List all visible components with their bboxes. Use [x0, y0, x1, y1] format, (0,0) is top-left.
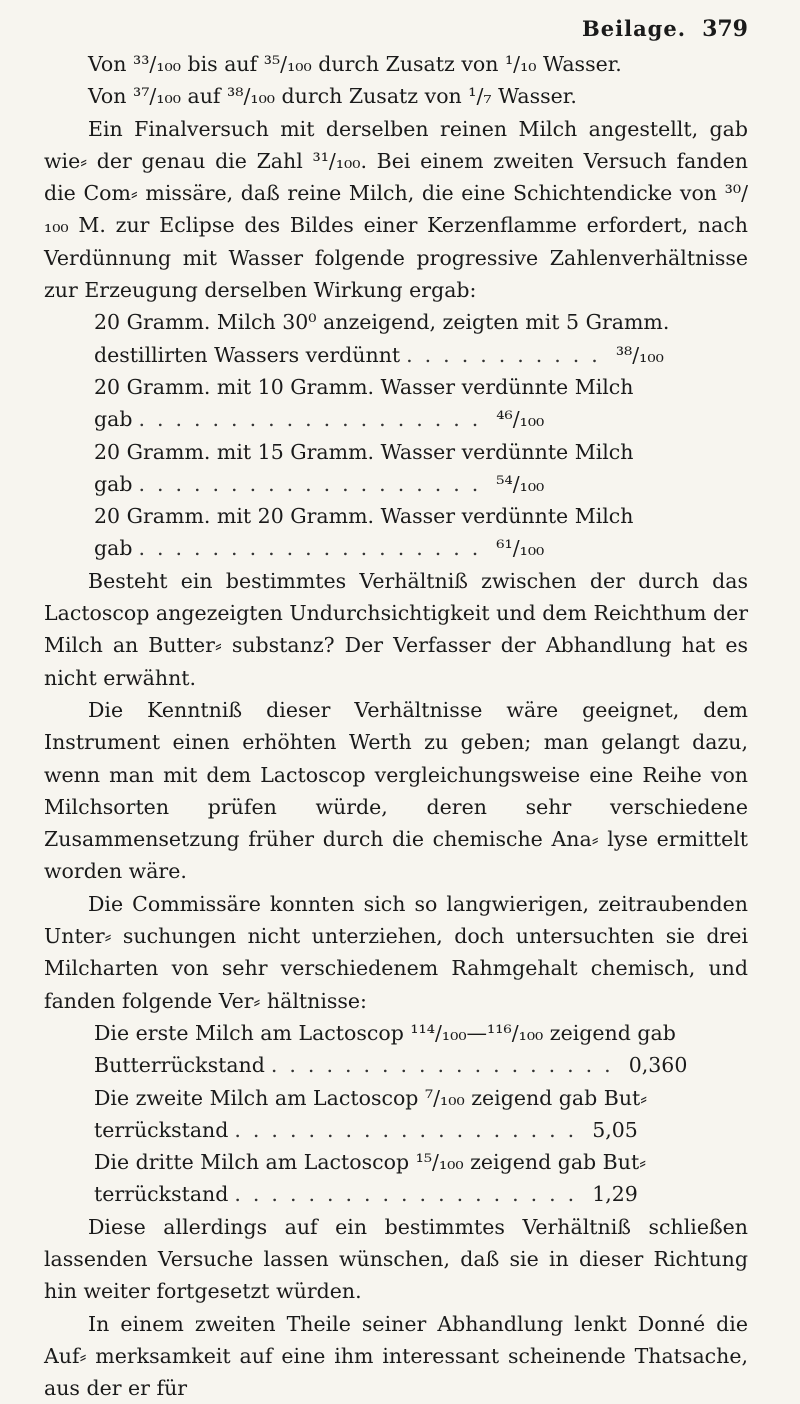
row-value: ³⁸/₁₀₀	[615, 342, 664, 367]
row-text: Die erste Milch am Lactoscop ¹¹⁴/₁₀₀—¹¹⁶/₁₀₀ zeigend gab	[94, 1020, 676, 1045]
row-text: 20 Gramm. mit 10 Gramm. Wasser verdünnte Milch	[94, 374, 634, 399]
row-text: Die zweite Milch am Lactoscop ⁷/₁₀₀ zeigend gab But⸗	[94, 1085, 648, 1110]
row-value: 1,29	[592, 1182, 638, 1207]
row-label: gab	[94, 471, 133, 496]
row-text: Die dritte Milch am Lactoscop ¹⁵/₁₀₀ zeigend gab But⸗	[94, 1150, 647, 1175]
table-row: 20 Gramm. Milch 30⁰ anzeigend, zeigten mit 5 Gramm. destillirten Wassers verdünnt ........... ³⁸/₁₀₀	[44, 306, 748, 371]
row-text: 20 Gramm. Milch 30⁰ anzeigend, zeigten mit 5 Gramm.	[94, 310, 670, 335]
results-table	[44, 1017, 748, 1211]
running-head	[44, 16, 748, 48]
row-value: ⁶¹/₁₀₀	[496, 536, 545, 561]
body-text	[44, 48, 748, 1404]
running-title: Beilage.	[582, 16, 687, 41]
row-label: destillirten Wassers verdünnt	[94, 342, 401, 367]
intro-line: Von ³³/₁₀₀ bis auf ³⁵/₁₀₀ durch Zusatz von ¹/₁₀ Wasser.	[88, 52, 622, 76]
row-label: terrückstand	[94, 1182, 229, 1207]
table-row: 20 Gramm. mit 10 Gramm. Wasser verdünnte Milch gab ................... ⁴⁶/₁₀₀	[44, 371, 748, 436]
table-row: 20 Gramm. mit 15 Gramm. Wasser verdünnte Milch gab ................... ⁵⁴/₁₀₀	[44, 436, 748, 501]
row-value: 5,05	[592, 1117, 638, 1142]
paragraph: In einem zweiten Theile seiner Abhandlung lenkt Donné die Auf⸗ merksamkeit auf eine ihm interessant scheinende Thatsache, aus der er für	[44, 1311, 748, 1401]
row-label: gab	[94, 536, 133, 561]
row-text: 20 Gramm. mit 15 Gramm. Wasser verdünnte Milch	[94, 439, 634, 464]
table-row: Die zweite Milch am Lactoscop ⁷/₁₀₀ zeigend gab But⸗ terrückstand ................... 5,05	[44, 1082, 748, 1147]
paragraph: Besteht ein bestimmtes Verhältniß zwischen der durch das Lactoscop angezeigten Undurchsichtigkeit und dem Reichthum der Milch an Butter⸗ substanz? Der Verfasser der Abhandlung hat es nicht erwähnt.	[44, 568, 748, 690]
row-value: 0,360	[628, 1053, 688, 1078]
paragraph: Ein Finalversuch mit derselben reinen Milch angestellt, gab wie⸗ der genau die Zahl ³¹/₁₀₀. Bei einem zweiten Versuch fanden die Com⸗ missäre, daß reine Milch, die eine Schichtendicke von ³⁰/₁₀₀ M. zur Eclipse des Bildes einer Kerzenflamme erfordert, nach Verdünnung mit Wasser folgende progressive Zahlenverhältnisse zur Erzeugung derselben Wirkung ergab:	[44, 116, 748, 303]
dilution-table	[44, 306, 748, 564]
table-row: 20 Gramm. mit 20 Gramm. Wasser verdünnte Milch gab ................... ⁶¹/₁₀₀	[44, 500, 748, 565]
paragraph: Die Commissäre konnten sich so langwierigen, zeitraubenden Unter⸗ suchungen nicht unterziehen, doch untersuchten sie drei Milcharten von sehr verschiedenem Rahmgehalt chemisch, und fanden folgende Ver⸗ hältnisse:	[44, 891, 748, 1013]
paragraph: Diese allerdings auf ein bestimmtes Verhältniß schließen lassenden Versuche lassen wünschen, daß sie in dieser Richtung hin weiter fortgesetzt würden.	[44, 1214, 748, 1304]
row-text: 20 Gramm. mit 20 Gramm. Wasser verdünnte Milch	[94, 504, 634, 529]
row-label: terrückstand	[94, 1117, 229, 1142]
intro-line: Von ³⁷/₁₀₀ auf ³⁸/₁₀₀ durch Zusatz von ¹/₇ Wasser.	[88, 84, 577, 109]
row-value: ⁴⁶/₁₀₀	[496, 407, 545, 432]
row-value: ⁵⁴/₁₀₀	[496, 471, 545, 496]
table-row: Die dritte Milch am Lactoscop ¹⁵/₁₀₀ zeigend gab But⸗ terrückstand ................... 1,29	[44, 1146, 748, 1211]
table-row: Die erste Milch am Lactoscop ¹¹⁴/₁₀₀—¹¹⁶/₁₀₀ zeigend gab Butterrückstand ................... 0,360	[44, 1017, 748, 1082]
row-label: gab	[94, 407, 133, 432]
page-number: 379	[702, 16, 748, 42]
row-label: Butterrückstand	[94, 1053, 265, 1078]
paragraph: Die Kenntniß dieser Verhältnisse wäre geeignet, dem Instrument einen erhöhten Werth zu geben; man gelangt dazu, wenn man mit dem Lactoscop vergleichungsweise eine Reihe von Milchsorten prüfen würde, deren sehr verschiedene Zusammensetzung früher durch die chemische Ana⸗ lyse ermittelt worden wäre.	[44, 697, 748, 884]
